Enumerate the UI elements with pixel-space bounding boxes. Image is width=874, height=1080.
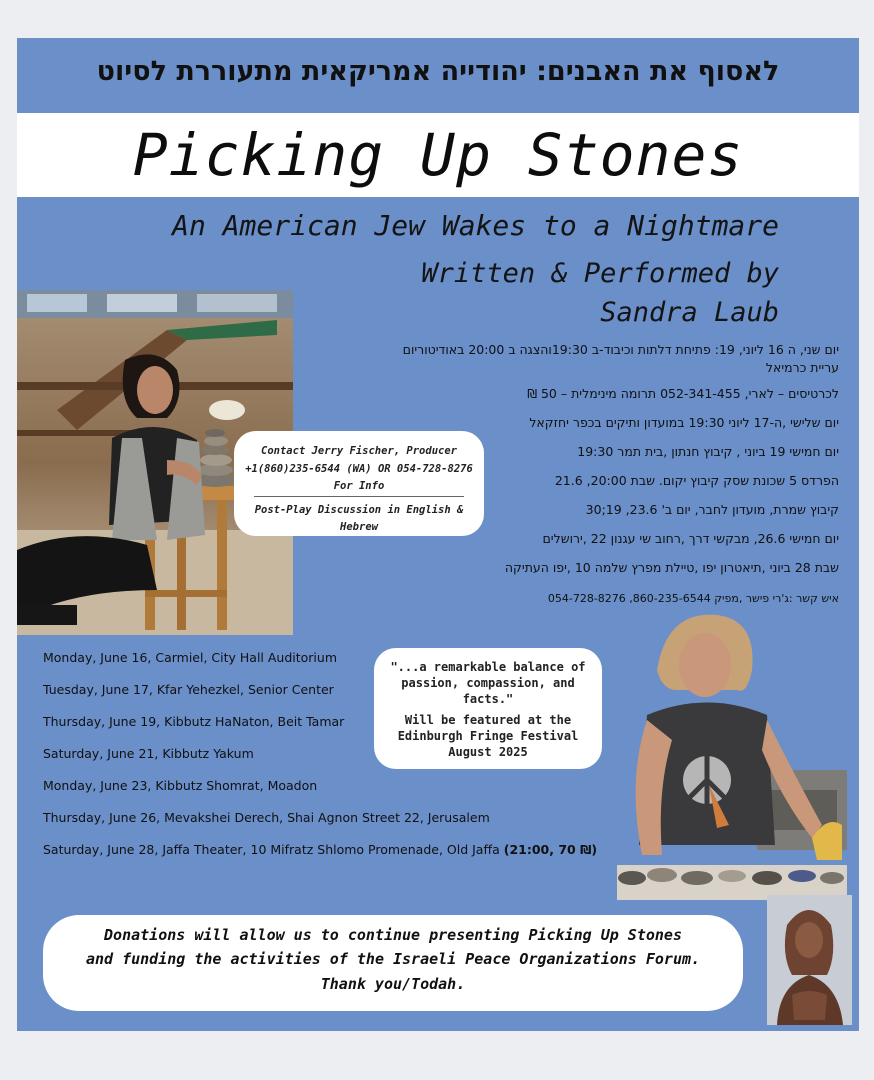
festival-line: Will be featured at the bbox=[404, 713, 572, 727]
review-quote bbox=[374, 659, 602, 707]
festival-line: August 2025 bbox=[448, 745, 528, 759]
contact-producer: Contact Jerry Fischer, Producer bbox=[261, 445, 457, 457]
contact-phone: +1(860)235-6544 (WA) OR 054-728-8276 bbox=[245, 463, 473, 475]
review-quote-box bbox=[374, 648, 602, 769]
hebrew-schedule-line: עריית כרמיאל bbox=[765, 360, 839, 375]
festival-line: Edinburgh Fringe Festival bbox=[397, 729, 579, 743]
contact-for-info: For Info bbox=[333, 480, 385, 492]
performer-standing-photo bbox=[617, 610, 847, 900]
quote-line: "...a remarkable balance of bbox=[390, 660, 586, 674]
performer-name: Sandra Laub bbox=[600, 297, 779, 328]
discussion-note: Post-Play Discussion in English & Hebrew bbox=[254, 504, 464, 533]
hebrew-schedule-line: יום שלישי ,ה-17 ליוני 19:30 במועדון ותיקים בכפר יחזקאל bbox=[529, 415, 839, 430]
event-poster bbox=[17, 38, 859, 1031]
hebrew-schedule-line: קיבוץ שמרת, מועדון לחבר, יום ב' 23.6, 19;30 bbox=[585, 502, 839, 517]
schedule-item: Tuesday, June 17, Kfar Yehezkel, Senior Center bbox=[43, 682, 334, 697]
donation-message bbox=[43, 915, 743, 1011]
hebrew-schedule-line: יום שני, ה 16 ליוני, 19: פתיחת דלתות וכיבוד-ב 19:30והצגה ב 20:00 באודיטוריום bbox=[402, 342, 839, 357]
quote-line: facts." bbox=[462, 692, 514, 706]
hebrew-title: לאסוף את האבנים: יהודייה אמריקאית מתעוררת לסיוט bbox=[96, 56, 780, 87]
contact-divider bbox=[254, 496, 464, 497]
schedule-item: Monday, June 16, Carmiel, City Hall Auditorium bbox=[43, 650, 338, 665]
subtitle: An American Jew Wakes to a Nightmare bbox=[172, 209, 779, 242]
festival-note bbox=[374, 712, 602, 760]
hebrew-schedule-line: הפרדס 5 שכונת שסק קיבוץ יקום. שבת 20:00, 21.6 bbox=[554, 473, 839, 488]
schedule-item: Monday, June 23, Kibbutz Shomrat, Moadon bbox=[43, 778, 318, 793]
main-title: Picking Up Stones bbox=[132, 121, 744, 189]
donation-line: and funding the activities of the Israeli Peace Organizations Forum. bbox=[85, 950, 701, 968]
schedule-item: Saturday, June 21, Kibbutz Yakum bbox=[43, 746, 254, 761]
schedule-item-time-price: (21:00, 70 ₪) bbox=[503, 842, 598, 857]
donation-line: Donations will allow us to continue presenting Picking Up Stones bbox=[104, 926, 682, 944]
schedule-item: Thursday, June 19, Kibbutz HaNaton, Beit Tamar bbox=[43, 714, 345, 729]
credits bbox=[279, 254, 779, 332]
schedule-item-text: Saturday, June 28, Jaffa Theater, 10 Mifratz Shlomo Promenade, Old Jaffa bbox=[43, 842, 500, 857]
schedule-item: Thursday, June 26, Mevakshei Derech, Shai Agnon Street 22, Jerusalem bbox=[43, 810, 490, 825]
written-by: Written & Performed by bbox=[421, 258, 779, 289]
hebrew-contact-line: איש קשר :ג'רי פישר ,מפיק 860-235-6544, 054-728-8276 bbox=[547, 592, 839, 605]
thank-you-line: Thank you/Todah. bbox=[320, 975, 466, 993]
sculpture-photo bbox=[767, 895, 852, 1025]
hebrew-schedule-line: יום חמישי 19 ביוני , קיבוץ חנתון ,בית תמר 19:30 bbox=[577, 444, 839, 459]
quote-line: passion, compassion, and bbox=[401, 676, 575, 690]
hebrew-schedule-line: לכרטיסים – לארי, 052-341-455 תרומה מינימלית – 50 ₪ bbox=[527, 386, 839, 401]
schedule-item-last bbox=[43, 842, 597, 857]
hebrew-schedule-line: שבת 28 ביוני ,תיאטרון יפו ,טיילת מפרץ שלמה 10 ,יפו העתיקה bbox=[504, 560, 839, 575]
hebrew-schedule-line: יום חמישי 26.6, מבקשי דרך ,רחוב שי עגנון 22 ,ירושלים bbox=[542, 531, 839, 546]
